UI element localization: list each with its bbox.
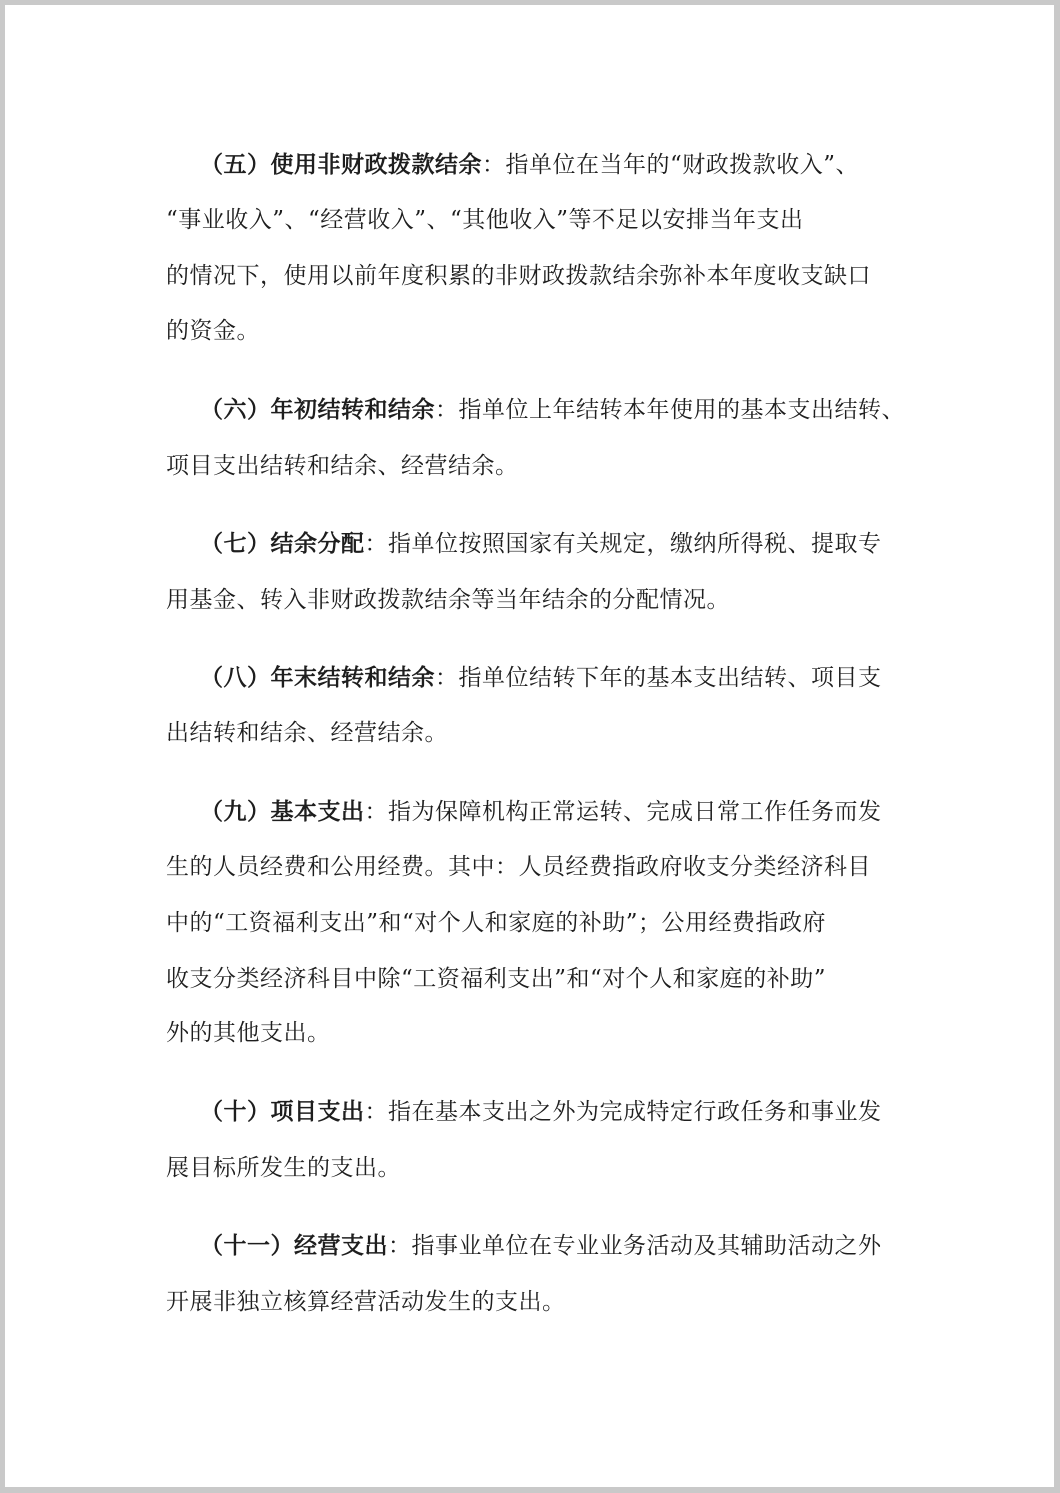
section-7-line-1: （七）结余分配：指单位按照国家有关规定，缴纳所得税、提取专 xyxy=(200,530,882,557)
page-content xyxy=(5,5,1054,1487)
section-8-line-1: （八）年末结转和结余：指单位结转下年的基本支出结转、项目支 xyxy=(200,664,882,691)
section-9-line-2: 生的人员经费和公用经费。其中：人员经费指政府收支分类经济科目 xyxy=(166,854,871,880)
section-6-term: （六）年初结转和结余 xyxy=(200,396,435,423)
section-11-term: （十一）经营支出 xyxy=(200,1232,388,1259)
section-5-term: （五）使用非财政拨款结余 xyxy=(200,151,482,178)
section-9-line-5: 外的其他支出。 xyxy=(166,1020,331,1046)
section-11-line-2: 开展非独立核算经营活动发生的支出。 xyxy=(166,1289,566,1315)
section-10-line-2: 展目标所发生的支出。 xyxy=(166,1155,401,1181)
section-6-line-1: （六）年初结转和结余：指单位上年结转本年使用的基本支出结转、 xyxy=(200,396,905,423)
section-8-term: （八）年末结转和结余 xyxy=(200,664,435,691)
section-7-line-2: 用基金、转入非财政拨款结余等当年结余的分配情况。 xyxy=(166,587,730,613)
document-page xyxy=(5,5,1054,1487)
section-10-term: （十）项目支出 xyxy=(200,1098,365,1125)
section-5-line-1: （五）使用非财政拨款结余：指单位在当年的“财政拨款收入”、 xyxy=(200,151,860,178)
section-7-term: （七）结余分配 xyxy=(200,530,365,557)
section-10-line-1: （十）项目支出：指在基本支出之外为完成特定行政任务和事业发 xyxy=(200,1098,882,1125)
section-5-line-3: 的情况下，使用以前年度积累的非财政拨款结余弥补本年度收支缺口 xyxy=(166,263,871,289)
section-9-line-3: 中的“工资福利支出”和“对个人和家庭的补助”；公用经费指政府 xyxy=(166,910,827,936)
section-9-term: （九）基本支出 xyxy=(200,798,365,825)
section-8-line-2: 出结转和结余、经营结余。 xyxy=(166,720,448,746)
section-6-line-2: 项目支出结转和结余、经营结余。 xyxy=(166,453,519,479)
section-11-line-1: （十一）经营支出：指事业单位在专业业务活动及其辅助活动之外 xyxy=(200,1232,882,1259)
section-5-line-2: “事业收入”、“经营收入”、“其他收入”等不足以安排当年支出 xyxy=(166,207,804,233)
section-9-line-1: （九）基本支出：指为保障机构正常运转、完成日常工作任务而发 xyxy=(200,798,882,825)
section-9-line-4: 收支分类经济科目中除“工资福利支出”和“对个人和家庭的补助” xyxy=(166,966,827,992)
section-5-line-4: 的资金。 xyxy=(166,318,260,344)
